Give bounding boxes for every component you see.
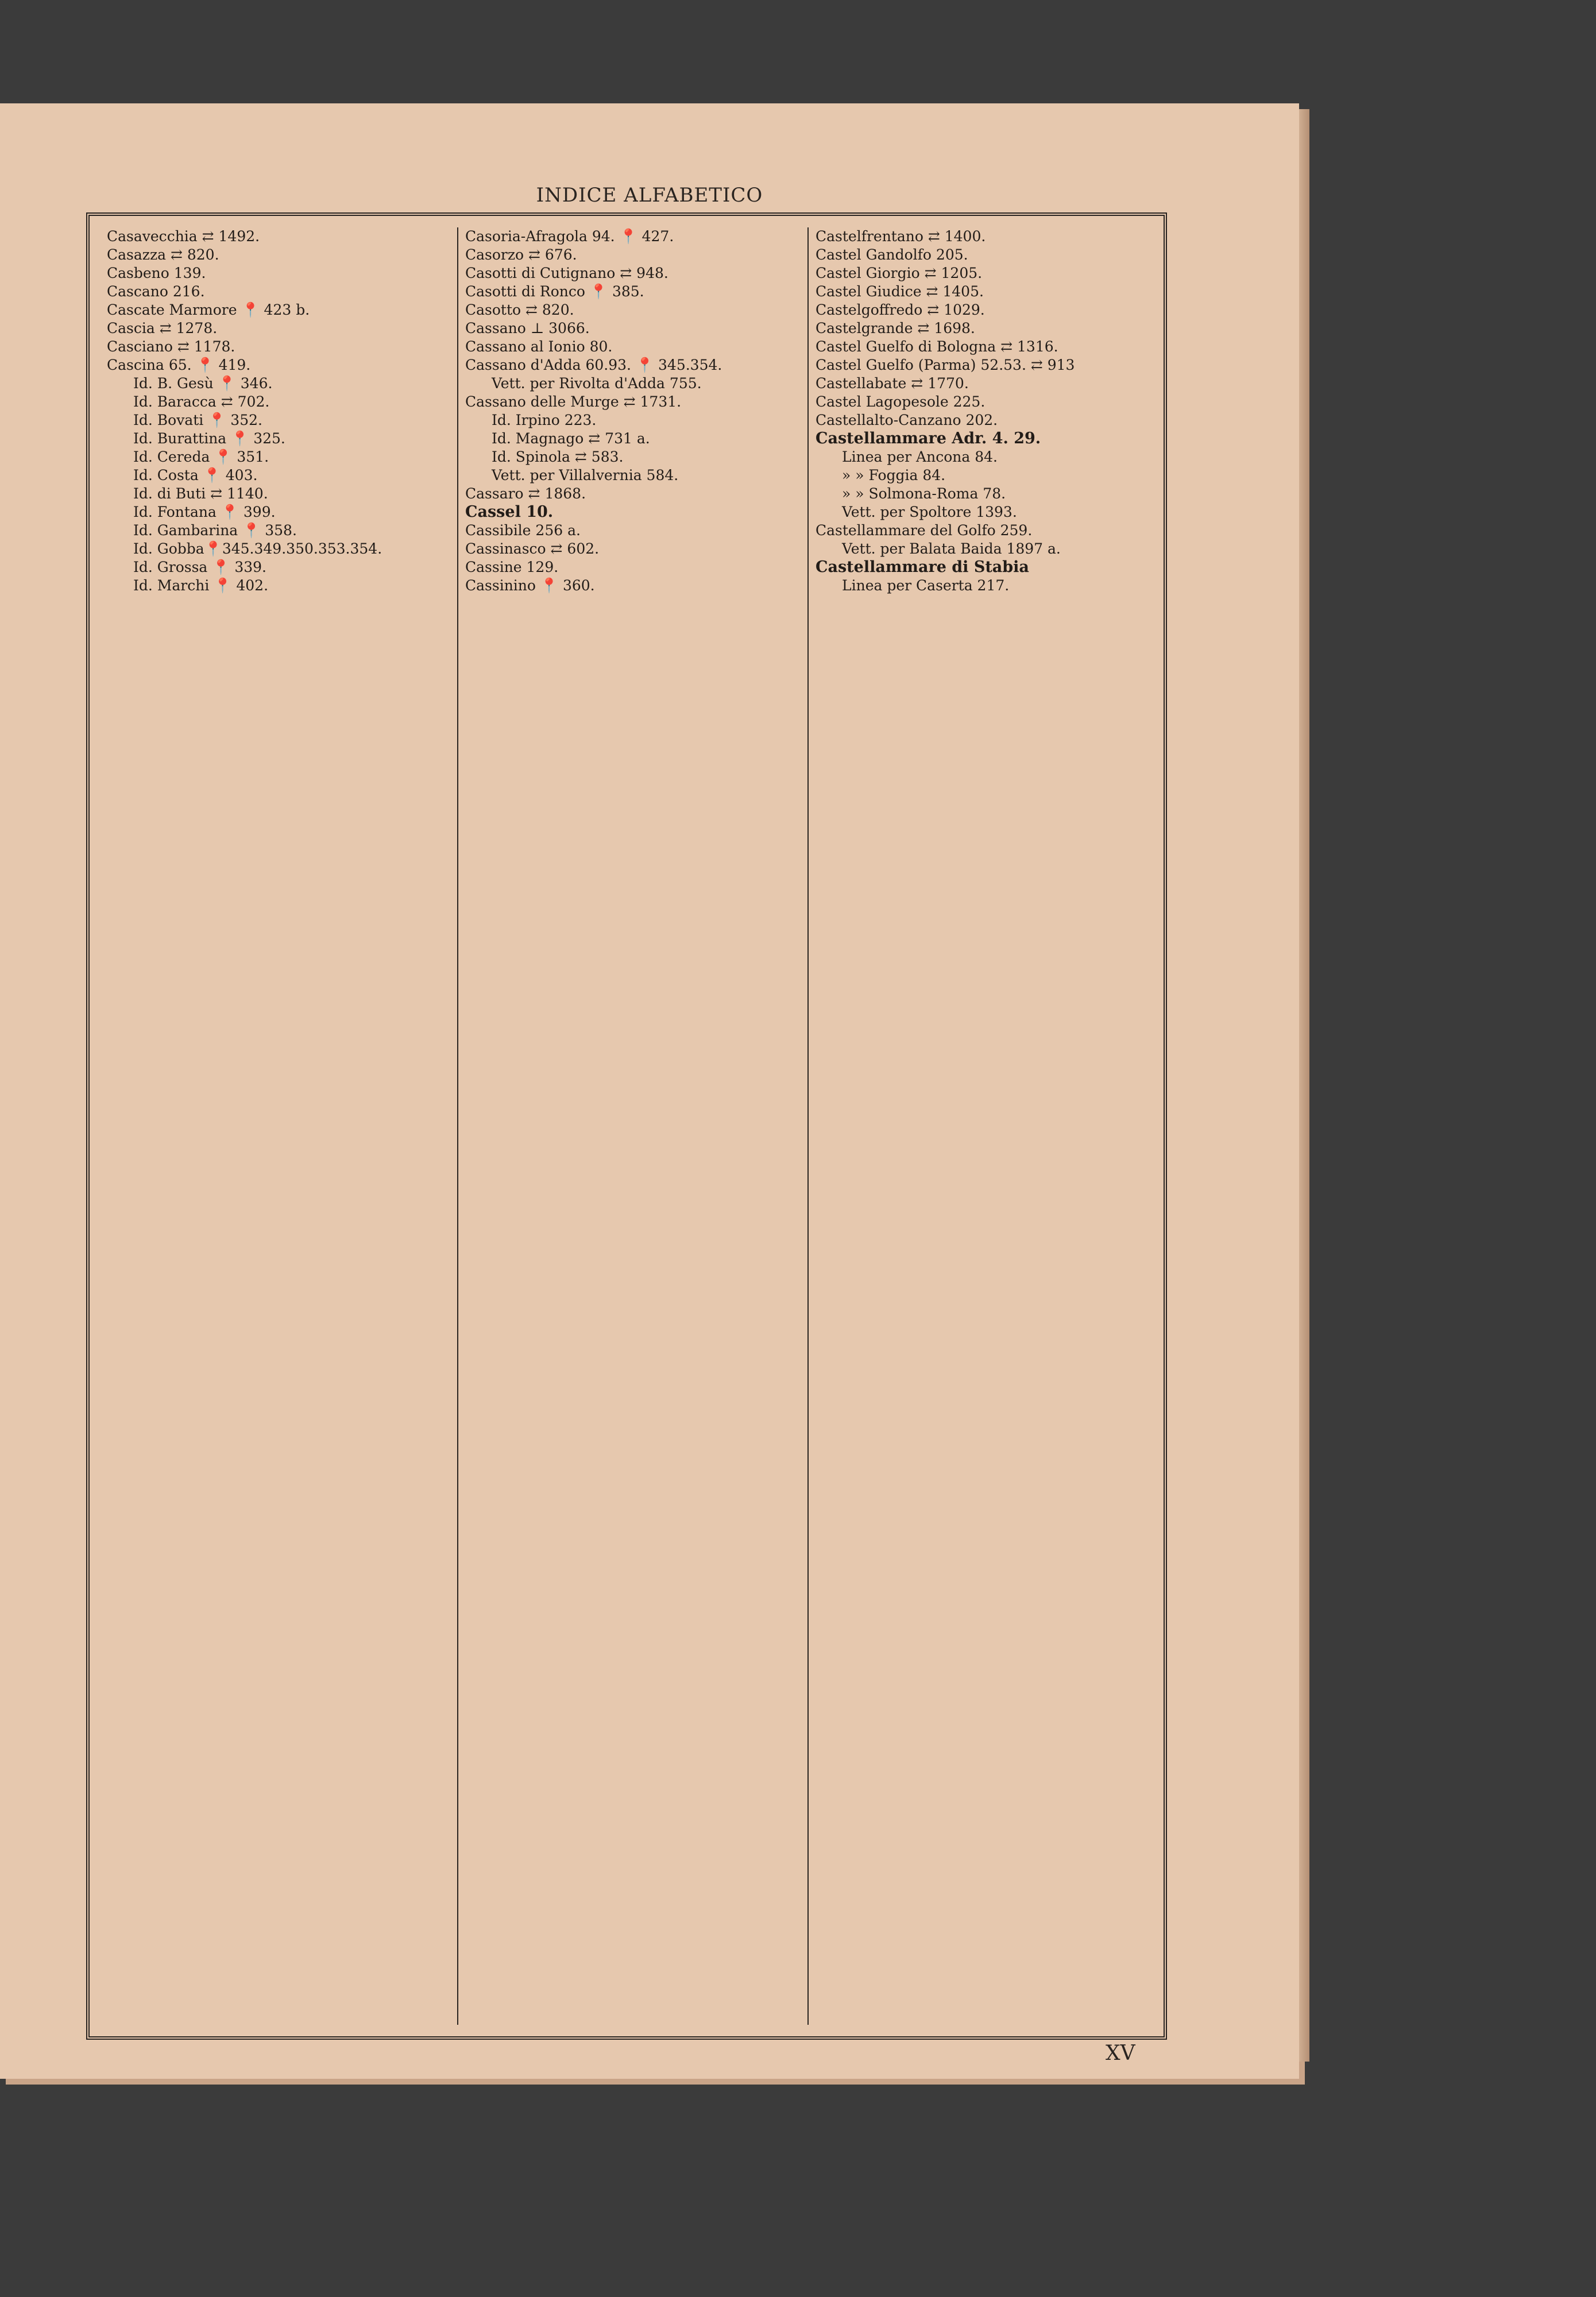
index-entry: Cascate Marmore 📍 423 b. xyxy=(107,301,310,318)
index-entry: Vett. per Spoltore 1393. xyxy=(842,504,1017,520)
index-entry: Castellammare del Golfo 259. xyxy=(816,522,1033,539)
index-entry: Id. di Buti ⇄ 1140. xyxy=(133,485,268,502)
index-entry: Id. Baracca ⇄ 702. xyxy=(133,393,270,410)
index-column-1 xyxy=(107,227,443,2025)
index-entry: Id. Costa 📍 403. xyxy=(133,467,258,484)
page-title: INDICE ALFABETICO xyxy=(536,184,763,207)
index-entry: Cassano al Ionio 80. xyxy=(465,338,613,355)
index-entry: Casotti di Ronco 📍 385. xyxy=(465,283,644,300)
book-page xyxy=(0,103,1299,2079)
index-entry: Casbeno 139. xyxy=(107,265,206,281)
index-entry: Castellalto-Canzano 202. xyxy=(816,412,998,428)
index-entry: Vett. per Rivolta d'Adda 755. xyxy=(492,375,702,392)
index-entry: Id. Burattina 📍 325. xyxy=(133,430,285,447)
index-entry: Cassine 129. xyxy=(465,559,559,575)
index-entry: Casotti di Cutignano ⇄ 948. xyxy=(465,265,668,281)
index-entry: Id. Bovati 📍 352. xyxy=(133,412,262,428)
page-number: XV xyxy=(1106,2041,1135,2065)
index-entry: Cassibile 256 a. xyxy=(465,522,581,539)
index-entry: Id. Grossa 📍 339. xyxy=(133,559,266,575)
index-entry: Cassano delle Murge ⇄ 1731. xyxy=(465,393,682,410)
index-entry: Cassaro ⇄ 1868. xyxy=(465,485,586,502)
index-entry: Vett. per Balata Baida 1897 a. xyxy=(842,540,1061,557)
index-entry: Castel Guelfo (Parma) 52.53. ⇄ 913 xyxy=(816,357,1075,373)
index-entry: Id. Magnago ⇄ 731 a. xyxy=(492,430,650,447)
index-entry: » » Foggia 84. xyxy=(842,467,946,484)
index-entry: Casazza ⇄ 820. xyxy=(107,246,219,263)
index-entry: Castellammare di Stabia xyxy=(816,558,1029,576)
index-entry: Castel Lagopesole 225. xyxy=(816,393,986,410)
index-entry: Cascina 65. 📍 419. xyxy=(107,357,251,373)
index-entry: Cassel 10. xyxy=(465,503,554,521)
index-entry: Cascano 216. xyxy=(107,283,205,300)
index-entry: Casorzo ⇄ 676. xyxy=(465,246,577,263)
index-entry: Casoria-Afragola 94. 📍 427. xyxy=(465,228,674,245)
index-entry: Casavecchia ⇄ 1492. xyxy=(107,228,260,245)
index-entry: Id. Marchi 📍 402. xyxy=(133,577,269,594)
index-entry: Cascia ⇄ 1278. xyxy=(107,320,218,337)
index-frame xyxy=(86,212,1167,2040)
index-entry: Cassano d'Adda 60.93. 📍 345.354. xyxy=(465,357,722,373)
index-entry: Castel Giudice ⇄ 1405. xyxy=(816,283,984,300)
index-entry: Castelgrande ⇄ 1698. xyxy=(816,320,975,337)
index-entry: Linea per Ancona 84. xyxy=(842,448,998,465)
index-entry: Id. Cereda 📍 351. xyxy=(133,448,269,465)
index-entry: Id. Spinola ⇄ 583. xyxy=(492,448,624,465)
index-entry: Id. B. Gesù 📍 346. xyxy=(133,375,273,392)
page-edge xyxy=(1299,109,1309,2062)
index-entry: Casciano ⇄ 1178. xyxy=(107,338,235,355)
index-entry: Castel Guelfo di Bologna ⇄ 1316. xyxy=(816,338,1058,355)
index-entry: Castellabate ⇄ 1770. xyxy=(816,375,969,392)
index-column-2 xyxy=(457,227,801,2025)
index-entry: Castellammare Adr. 4. 29. xyxy=(816,430,1041,447)
index-entry: Id. Irpino 223. xyxy=(492,412,597,428)
index-entry: Cassinasco ⇄ 602. xyxy=(465,540,600,557)
index-entry: Castel Gandolfo 205. xyxy=(816,246,968,263)
index-entry: Castelgoffredo ⇄ 1029. xyxy=(816,301,985,318)
index-entry: Cassinino 📍 360. xyxy=(465,577,595,594)
index-entry: Cassano ⊥ 3066. xyxy=(465,320,590,337)
index-entry: Id. Gambarina 📍 358. xyxy=(133,522,297,539)
index-entry: Id. Fontana 📍 399. xyxy=(133,504,276,520)
index-entry: Castel Giorgio ⇄ 1205. xyxy=(816,265,983,281)
index-entry: Linea per Caserta 217. xyxy=(842,577,1010,594)
index-entry: Vett. per Villalvernia 584. xyxy=(492,467,679,484)
index-column-3 xyxy=(807,227,1151,2025)
index-entry: » » Solmona-Roma 78. xyxy=(842,485,1006,502)
index-entry: Casotto ⇄ 820. xyxy=(465,301,574,318)
index-entry: Castelfrentano ⇄ 1400. xyxy=(816,228,986,245)
index-entry: Id. Gobba📍345.349.350.353.354. xyxy=(133,540,382,557)
